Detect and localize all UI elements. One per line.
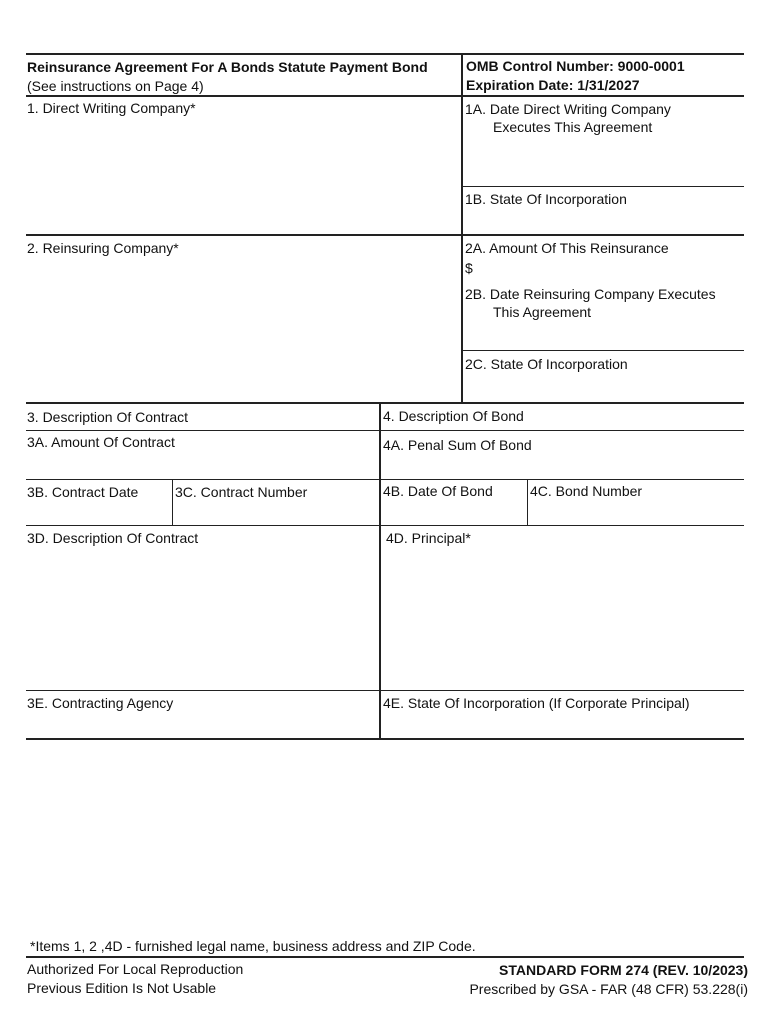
amount-of-contract-field[interactable] — [26, 431, 379, 479]
state-incorporation-1b-label: 1B. State Of Incorporation — [465, 191, 627, 207]
date-of-bond-label: 4B. Date Of Bond — [383, 483, 493, 499]
description-of-bond-heading: 4. Description Of Bond — [383, 408, 524, 424]
contracting-agency-label: 3E. Contracting Agency — [27, 695, 174, 711]
expiration-date: Expiration Date: 1/31/2027 — [466, 77, 640, 93]
state-incorporation-2c-label: 2C. State Of Incorporation — [465, 356, 628, 372]
description-of-contract-field[interactable] — [26, 526, 379, 690]
rule-section3 — [26, 402, 744, 404]
bottom-rule — [26, 738, 744, 740]
principal-field[interactable] — [381, 526, 744, 690]
direct-writing-company-label: 1. Direct Writing Company* — [27, 100, 196, 116]
state-incorporation-4e-label: 4E. State Of Incorporation (If Corporate Principal) — [383, 695, 690, 711]
contract-date-label: 3B. Contract Date — [27, 484, 139, 500]
standard-form-number: STANDARD FORM 274 (REV. 10/2023) — [499, 962, 748, 978]
omb-control-number: OMB Control Number: 9000-0001 — [466, 58, 685, 74]
penal-sum-label: 4A. Penal Sum Of Bond — [383, 437, 532, 453]
state-incorporation-1b-field[interactable] — [463, 187, 744, 234]
bond-number-label: 4C. Bond Number — [530, 483, 643, 499]
state-incorporation-2c-field[interactable] — [463, 351, 744, 402]
date-reinsuring-executes-field[interactable] — [463, 282, 744, 350]
principal-label: 4D. Principal* — [386, 530, 471, 546]
date-direct-writing-executes-field[interactable] — [463, 97, 744, 186]
date-direct-writing-executes-label-2: Executes This Agreement — [493, 119, 653, 135]
contract-number-label: 3C. Contract Number — [175, 484, 308, 500]
date-direct-writing-executes-label-1: 1A. Date Direct Writing Company — [465, 101, 671, 117]
date-reinsuring-executes-label-1: 2B. Date Reinsuring Company Executes — [465, 286, 716, 302]
amount-reinsurance-label: 2A. Amount Of This Reinsurance — [465, 240, 669, 256]
previous-edition-note: Previous Edition Is Not Usable — [27, 980, 217, 996]
state-incorporation-4e-field[interactable] — [381, 691, 744, 738]
prescribed-by: Prescribed by GSA - FAR (48 CFR) 53.228(i) — [469, 981, 748, 997]
reinsuring-company-label: 2. Reinsuring Company* — [27, 240, 179, 256]
items-footnote: *Items 1, 2 ,4D - furnished legal name, business address and ZIP Code. — [30, 938, 476, 954]
currency-symbol: $ — [465, 260, 473, 276]
penal-sum-field[interactable] — [381, 431, 744, 479]
description-of-contract-heading: 3. Description Of Contract — [27, 409, 189, 425]
authorized-reproduction: Authorized For Local Reproduction — [27, 961, 244, 977]
reinsuring-company-field[interactable] — [26, 236, 461, 402]
amount-reinsurance-field[interactable] — [463, 236, 744, 282]
instructions-note: (See instructions on Page 4) — [27, 78, 204, 94]
form-title: Reinsurance Agreement For A Bonds Statute Payment Bond — [27, 59, 428, 75]
contract-number-field[interactable] — [173, 480, 379, 525]
description-of-contract-label: 3D. Description Of Contract — [27, 530, 199, 546]
date-of-bond-field[interactable] — [381, 480, 527, 525]
footer-rule — [26, 956, 744, 958]
contract-date-field[interactable] — [26, 480, 172, 525]
top-rule — [26, 53, 744, 55]
date-reinsuring-executes-label-2: This Agreement — [493, 304, 592, 320]
bond-number-field[interactable] — [528, 480, 744, 525]
amount-of-contract-label: 3A. Amount Of Contract — [27, 434, 175, 450]
contracting-agency-field[interactable] — [26, 691, 379, 738]
direct-writing-company-field[interactable] — [26, 97, 461, 234]
